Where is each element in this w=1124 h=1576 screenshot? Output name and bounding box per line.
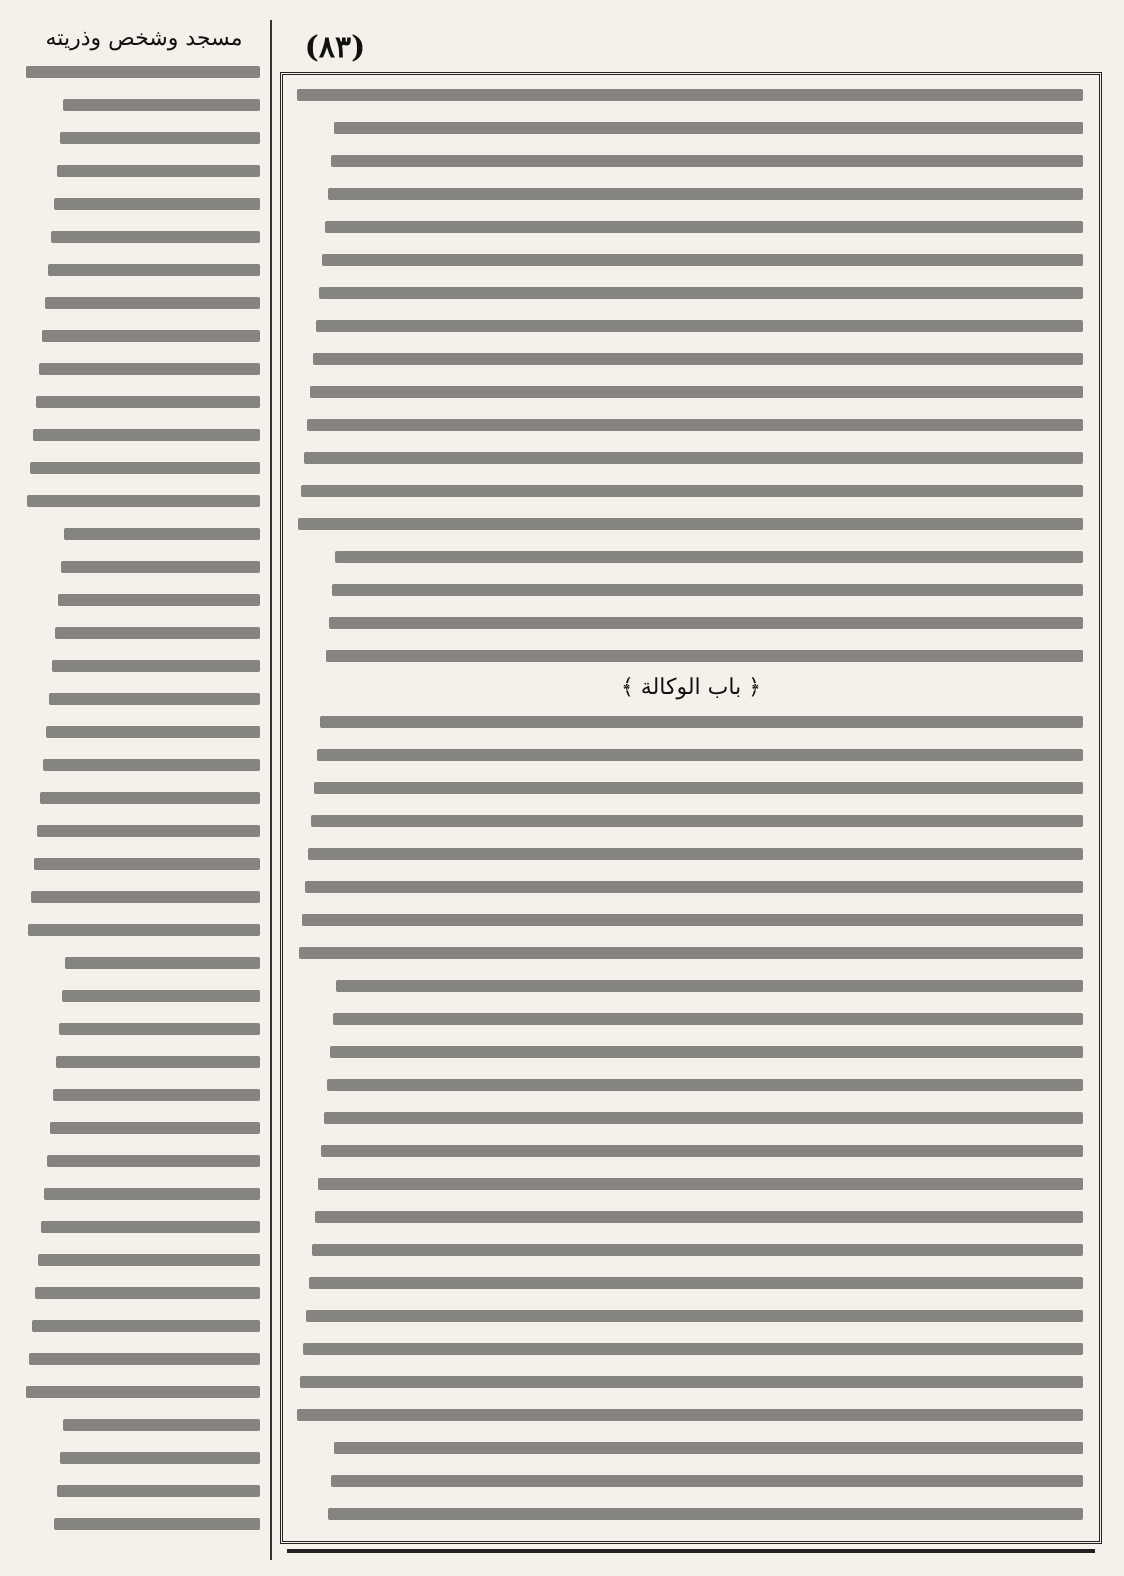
text-line xyxy=(326,650,1083,662)
text-line xyxy=(297,1409,1083,1421)
text-line xyxy=(43,759,260,771)
text-line xyxy=(48,264,260,276)
text-line xyxy=(54,198,260,210)
text-line xyxy=(330,1046,1083,1058)
text-line xyxy=(55,627,260,639)
text-line xyxy=(35,1287,260,1299)
text-line xyxy=(328,188,1083,200)
text-line xyxy=(305,881,1083,893)
text-line xyxy=(34,858,260,870)
text-line xyxy=(64,528,260,540)
text-line xyxy=(315,1211,1083,1223)
text-line xyxy=(44,1188,260,1200)
text-line xyxy=(52,660,260,672)
text-line xyxy=(303,1343,1083,1355)
text-line xyxy=(309,1277,1083,1289)
text-line xyxy=(312,1244,1083,1256)
text-line xyxy=(37,825,260,837)
text-line xyxy=(57,1485,260,1497)
page-number: (٨٣) xyxy=(304,30,366,65)
text-line xyxy=(308,848,1083,860)
text-line xyxy=(46,726,260,738)
text-line xyxy=(306,1310,1083,1322)
text-line xyxy=(313,353,1083,365)
text-line xyxy=(60,1452,260,1464)
text-line xyxy=(62,990,260,1002)
text-line xyxy=(317,749,1083,761)
text-line xyxy=(331,1475,1083,1487)
text-line xyxy=(335,551,1083,563)
text-line xyxy=(320,716,1083,728)
text-line xyxy=(334,122,1083,134)
margin-header: مسجد وشخص وذريته xyxy=(45,26,243,51)
text-line xyxy=(331,155,1083,167)
text-line xyxy=(54,1518,260,1530)
text-line xyxy=(27,495,260,507)
text-line xyxy=(26,1386,260,1398)
text-line xyxy=(57,165,260,177)
text-line xyxy=(38,1254,260,1266)
text-line xyxy=(310,386,1083,398)
text-line xyxy=(329,617,1083,629)
text-line xyxy=(50,1122,260,1134)
text-line xyxy=(63,1419,260,1431)
text-line xyxy=(63,99,260,111)
text-line xyxy=(36,396,260,408)
text-line xyxy=(307,419,1083,431)
text-line xyxy=(39,363,260,375)
text-line xyxy=(300,1376,1083,1388)
text-line xyxy=(59,1023,260,1035)
text-line xyxy=(297,89,1083,101)
text-line xyxy=(26,66,260,78)
text-line xyxy=(319,287,1083,299)
text-line xyxy=(318,1178,1083,1190)
text-line xyxy=(301,485,1083,497)
text-line xyxy=(311,815,1083,827)
text-line xyxy=(47,1155,260,1167)
text-line xyxy=(32,1320,260,1332)
text-line xyxy=(40,792,260,804)
text-line xyxy=(53,1089,260,1101)
text-line xyxy=(316,320,1083,332)
text-line xyxy=(328,1508,1083,1520)
text-line xyxy=(28,924,260,936)
text-line xyxy=(33,429,260,441)
text-line xyxy=(31,891,260,903)
margin-commentary-column xyxy=(20,22,268,1552)
text-line xyxy=(65,957,260,969)
text-line xyxy=(304,452,1083,464)
text-line xyxy=(299,947,1083,959)
text-line xyxy=(49,693,260,705)
text-line xyxy=(336,980,1083,992)
text-line xyxy=(314,782,1083,794)
text-line xyxy=(333,1013,1083,1025)
text-line xyxy=(324,1112,1083,1124)
text-line xyxy=(327,1079,1083,1091)
text-line xyxy=(325,221,1083,233)
text-line xyxy=(60,132,260,144)
text-line xyxy=(41,1221,260,1233)
text-line xyxy=(58,594,260,606)
text-line xyxy=(334,1442,1083,1454)
margin-divider xyxy=(270,20,272,1560)
text-line xyxy=(29,1353,260,1365)
text-line xyxy=(42,330,260,342)
text-line xyxy=(322,254,1083,266)
section-title: ﴿ باب الوكالة ﴾ xyxy=(620,675,762,700)
text-line xyxy=(332,584,1083,596)
text-line xyxy=(30,462,260,474)
text-line xyxy=(321,1145,1083,1157)
text-line xyxy=(302,914,1083,926)
text-line xyxy=(61,561,260,573)
text-line xyxy=(298,518,1083,530)
text-line xyxy=(51,231,260,243)
text-line xyxy=(45,297,260,309)
text-line xyxy=(56,1056,260,1068)
main-text-frame xyxy=(280,72,1102,1544)
